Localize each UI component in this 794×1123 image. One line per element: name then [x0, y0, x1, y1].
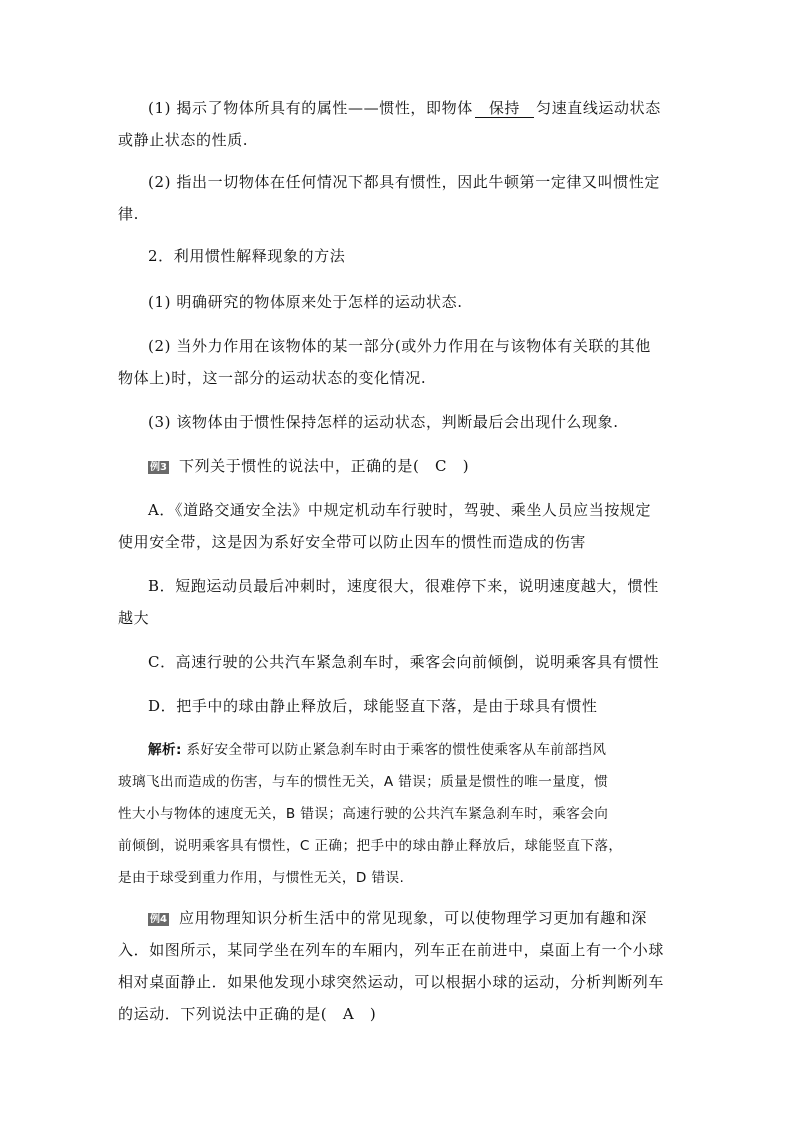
text: 玻璃飞出而造成的伤害，与车的惯性无关，A 错误；质量是惯性的唯一量度，惯: [118, 774, 609, 790]
example-4-question: [118, 902, 678, 1030]
text: 越大: [118, 609, 150, 627]
text: (2) 当外力作用在该物体的某一部分(或外力作用在与该物体有关联的其他: [148, 337, 651, 355]
paragraph-inertia-property: [118, 92, 678, 156]
analysis-label: 解析:: [148, 742, 182, 758]
text: 物体上)时，这一部分的运动状态的变化情况.: [118, 369, 427, 387]
text: 前倾倒，说明乘客具有惯性，C 正确；把手中的球由静止释放后，球能竖直下落，: [118, 838, 623, 854]
example-badge-icon: 例3: [150, 462, 167, 473]
text: (2) 指出一切物体在任何情况下都具有惯性，因此牛顿第一定律又叫惯性定: [148, 173, 661, 191]
text: 使用安全带，这是因为系好安全带可以防止因车的惯性而造成的伤害: [118, 533, 587, 551]
text: 应用物理知识分析生活中的常见现象，可以使物理学习更加有趣和深: [178, 909, 647, 927]
paragraph-step-3: [118, 406, 678, 438]
fill-blank-answer: 保持: [475, 99, 534, 118]
text: 相对桌面静止．如果他发现小球突然运动，可以根据小球的运动，分析判断列车: [118, 973, 665, 991]
text: A．《道路交通安全法》中规定机动车行驶时，驾驶、乘坐人员应当按规定: [148, 501, 652, 519]
text: (1) 揭示了物体所具有的属性——惯性，即物体: [148, 99, 473, 117]
text: (3) 该物体由于惯性保持怎样的运动状态，判断最后会出现什么现象.: [148, 413, 619, 431]
text: D．把手中的球由静止释放后，球能竖直下落，是由于球具有惯性: [148, 697, 598, 715]
example-badge-icon: 例4: [150, 914, 167, 925]
example-3-question: [118, 450, 678, 482]
text: 性大小与物体的速度无关，B 错误；高速行驶的公共汽车紧急刹车时，乘客会向: [118, 806, 609, 822]
text: 是由于球受到重力作用，与惯性无关，D 错误.: [118, 870, 405, 886]
text: 匀速直线运动状态: [536, 99, 661, 117]
option-a: [118, 494, 678, 558]
section-heading: [118, 240, 678, 272]
text: 系好安全带可以防止紧急刹车时由于乘客的惯性使乘客从车前部挡风: [181, 742, 607, 758]
paragraph-step-2: [118, 330, 678, 394]
text: B．短跑运动员最后冲刺时，速度很大，很难停下来，说明速度越大，惯性: [148, 577, 659, 595]
text: (1) 明确研究的物体原来处于怎样的运动状态.: [148, 293, 463, 311]
paragraph-inertia-law: [118, 166, 678, 230]
text: 的运动．下列说法中正确的是( A ): [118, 1005, 377, 1023]
text: C．高速行驶的公共汽车紧急刹车时，乘客会向前倾倒，说明乘客具有惯性: [148, 653, 660, 671]
text: 下列关于惯性的说法中，正确的是( C ): [178, 457, 470, 475]
text: 入．如图所示，某同学坐在列车的车厢内，列车正在前进中，桌面上有一个小球: [118, 941, 665, 959]
option-c: [118, 646, 678, 678]
example-3-analysis: [118, 734, 680, 894]
paragraph-step-1: [118, 286, 678, 318]
option-d: [118, 690, 678, 722]
text: 2．利用惯性解释现象的方法: [148, 247, 346, 265]
text: 律.: [118, 205, 139, 223]
option-b: [118, 570, 678, 634]
text: 或静止状态的性质.: [118, 131, 249, 149]
